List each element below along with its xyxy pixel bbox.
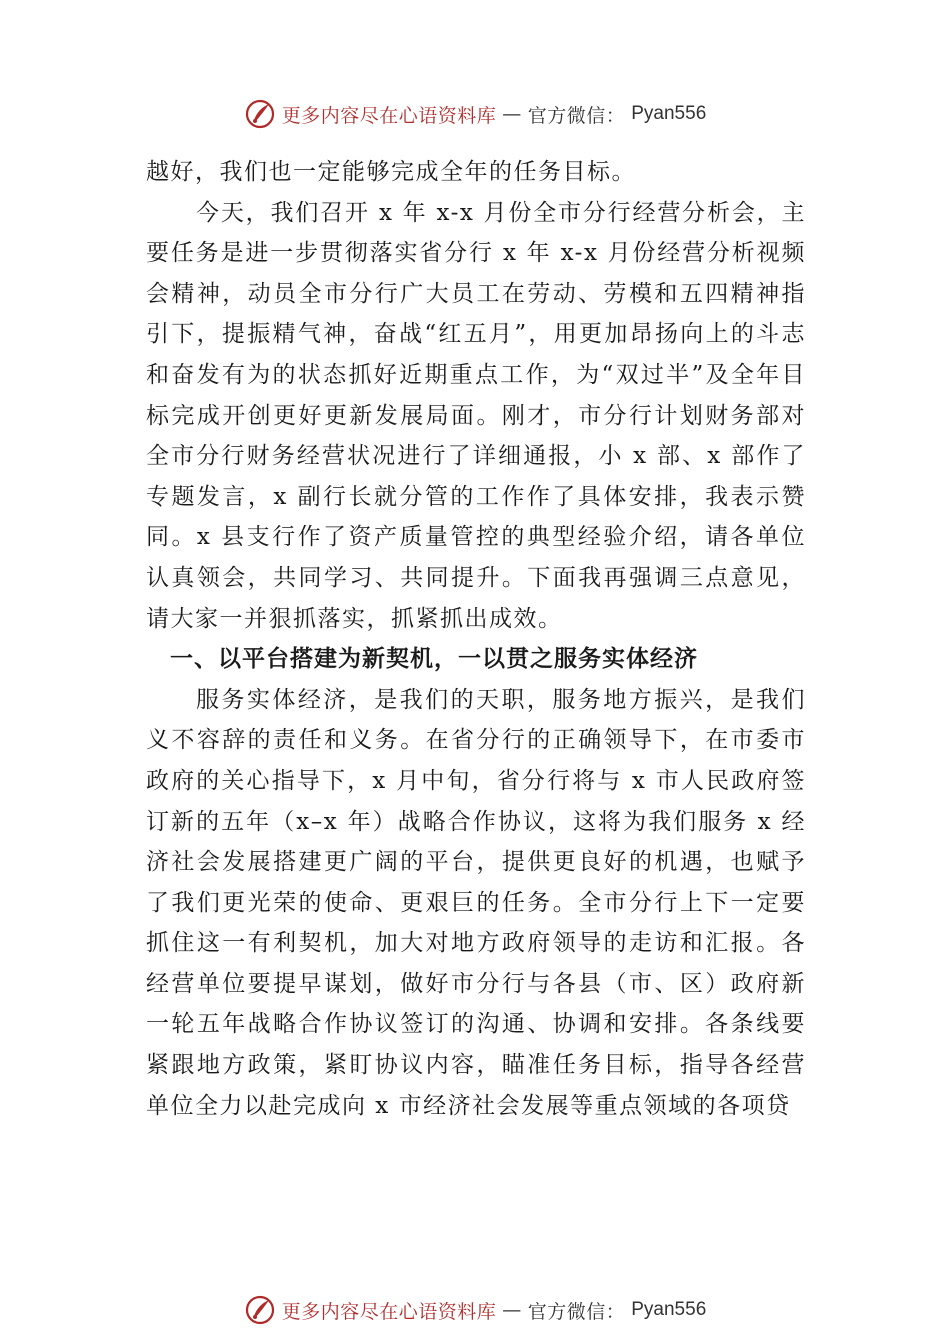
brush-pen-logo-icon bbox=[244, 98, 276, 130]
footer-brand: 更多内容尽在心语资料库 bbox=[281, 1300, 497, 1323]
header-label: 官方微信： bbox=[527, 104, 626, 127]
header-separator: — bbox=[502, 103, 522, 125]
document-body bbox=[146, 152, 806, 1126]
footer-separator: — bbox=[502, 1299, 522, 1321]
paragraph-continuation: 越好，我们也一定能够完成全年的任务目标。 bbox=[146, 159, 636, 185]
brush-pen-logo-icon bbox=[244, 1294, 276, 1326]
header-banner bbox=[0, 94, 950, 134]
paragraph-serve-economy: 服务实体经济，是我们的天职，服务地方振兴，是我们义不容辞的责任和义务。在省分行的正确领导下，在市委市政府的关心指导下，x 月中旬，省分行将与 x 市人民政府签订新的五年（x–x 年）战略合作协议，这将为我们服务 x 经济社会发展搭建更广阔的平台，提供更良好的机遇，也赋予了我们更光荣的使命、更艰巨的任务。全市分行上下一定要抓住这一有利契机，加大对地方政府领导的走访和汇报。各经营单位要提早谋划，做好市分行与各县（市、区）政府新一轮五年战略合作协议签订的沟通、协调和安排。各条线要紧跟地方政策，紧盯协议内容，瞄准任务目标，指导各经营单位全力以赴完成向 x 市经济社会发展等重点领域的各项贷 bbox=[146, 686, 806, 1119]
footer-label: 官方微信： bbox=[527, 1300, 626, 1323]
paragraph-meeting-intro: 今天，我们召开 x 年 x-x 月份全市分行经营分析会，主要任务是进一步贯彻落实省分行 x 年 x-x 月份经营分析视频会精神，动员全市分行广大员工在劳动、劳模和五四精神指引下，提振精气神，奋战“红五月”，用更加昂扬向上的斗志和奋发有为的状态抓好近期重点工作，为“双过半”及全年目标完成开创更好更新发展局面。刚才，市分行计划财务部对全市分行财务经营状况进行了详细通报，小 x 部、x 部作了专题发言，x 副行长就分管的工作作了具体安排，我表示赞同。x 县支行作了资产质量管控的典型经验介绍，请各单位认真领会，共同学习、共同提升。下面我再强调三点意见， 请大家一并狠抓落实，抓紧抓出成效。 bbox=[146, 199, 806, 632]
footer-contact: Pyan556 bbox=[631, 1299, 707, 1320]
section-heading-1: 一、以平台搭建为新契机，一以贯之服务实体经济 bbox=[170, 646, 698, 673]
header-brand: 更多内容尽在心语资料库 bbox=[281, 104, 497, 127]
footer-banner bbox=[0, 1290, 950, 1330]
header-contact: Pyan556 bbox=[631, 103, 707, 124]
